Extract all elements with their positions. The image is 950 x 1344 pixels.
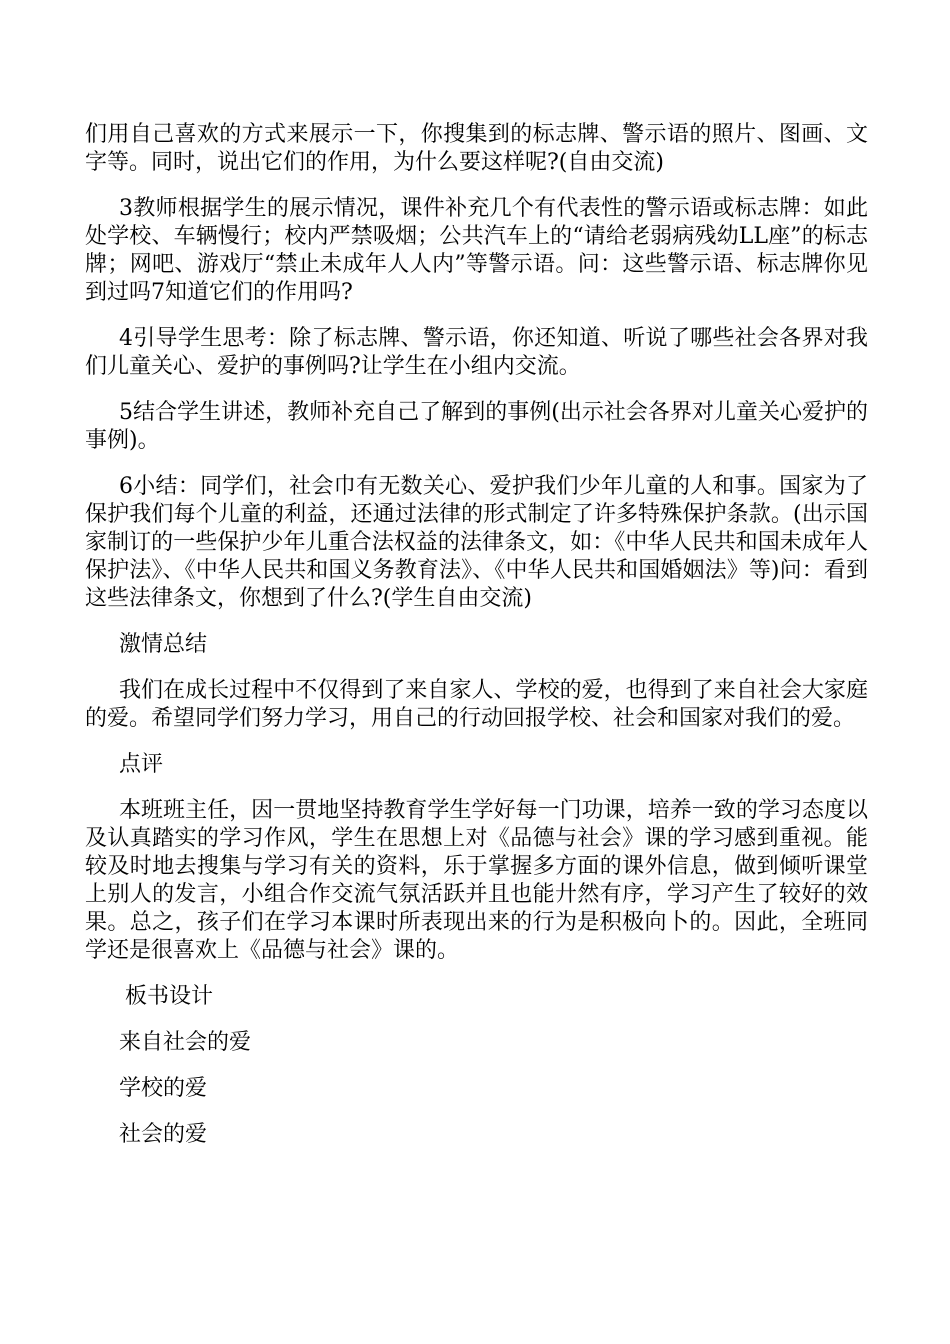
paragraph-step-6: 6小结：同学们，社会巾有无数关心、爱护我们少年儿童的人和事。国家为了保护我们每个儿童的利益，还通过法律的形式制定了许多特殊保护条款。(出示国家制订的一些保护少年儿重合法权益的法律条文，如：《中华人民共和国未成年人保护法》、《中华人民共和国义务教育法》、《中华人民共和国婚姻法》等)问：看到这些法律条文，你想到了什么?(学生自由交流) — [85, 474, 868, 611]
section-heading-review: 点评 — [119, 752, 164, 777]
paragraph-step-5: 5结合学生讲述，教师补充自己了解到的事例(出示社会各界对儿童关心爱护的事例)。 — [85, 400, 868, 453]
board-item-society-love: 来自社会的爱 — [119, 1030, 252, 1055]
board-item-school-love: 学校的爱 — [119, 1076, 208, 1101]
document-body — [85, 121, 868, 1167]
section-heading-summary: 激情总结 — [119, 632, 208, 657]
paragraph-display-activity: 们用自己喜欢的方式来展示一下，你搜集到的标志牌、警示语的照片、图画、文字等。同时，说出它们的作用，为什么要这样呢?(自由交流) — [85, 122, 868, 175]
board-item-social-love: 社会的爱 — [119, 1122, 208, 1147]
paragraph-step-3: 3教师根据学生的展示情况，课件补充几个有代表性的警示语或标志牌：如此处学校、车辆慢行；校内严禁吸烟；公共汽车上的“请给老弱病残幼LL座”的标志牌；网吧、游戏厅“禁止未成年人人内”等警示语。问：这些警示语、标志牌你见到过吗7知道它们的作用吗? — [85, 196, 868, 305]
section-heading-board-design: 板书设计 — [125, 984, 214, 1009]
paragraph-step-4: 4引导学生思考：除了标志牌、警示语，你还知道、听说了哪些社会各界对我们儿童关心、爱护的事例吗?让学生在小组内交流。 — [85, 326, 868, 379]
paragraph-review: 本班班主任，因一贯地坚持教育学生学好每一门功课，培养一致的学习态度以及认真踏实的学习作风，学生在思想上对《品德与社会》课的学习感到重视。能较及时地去搜集与学习有关的资料，乐于掌握多方面的课外信息，做到倾听课堂上别人的发言，小组合作交流气氛活跃并且也能廾然有序，学习产生了较好的效果。总之，孩子们在学习本课时所表现出来的行为是积极向卜的。因此，全班同学还是很喜欢上《品德与社会》课的。 — [85, 798, 868, 963]
paragraph-summary: 我们在成长过程中不仅得到了来自家人、学校的爱，也得到了来自社会大家庭的爱。希望同学们努力学习，用自己的行动回报学校、社会和国家对我们的爱。 — [85, 678, 868, 731]
